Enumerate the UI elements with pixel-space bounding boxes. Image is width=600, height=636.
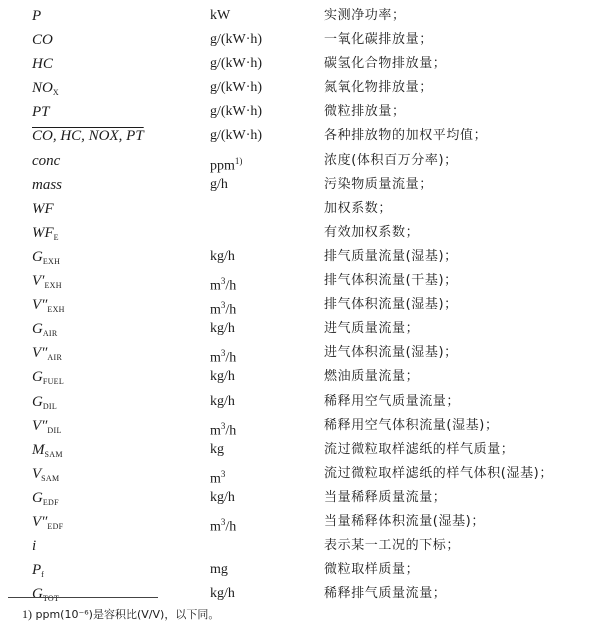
table-row: [0, 173, 600, 197]
description: 稀释用空气质量流量；: [324, 393, 461, 409]
description: 进气体积流量(湿基)；: [324, 345, 458, 361]
unit: $m^3/h$: [210, 348, 237, 366]
table-row: [0, 4, 600, 28]
table-row: [0, 269, 600, 293]
unit: $m^3/h$: [210, 276, 237, 294]
description: 当量稀释质量流量；: [324, 489, 447, 505]
description: 流过微粒取样滤纸的样气质量；: [324, 441, 515, 457]
description: 微粒取样质量；: [324, 562, 420, 578]
description: 一氧化碳排放量；: [324, 32, 433, 48]
footnote: [22, 606, 219, 622]
symbol: $V_{SAM}$: [32, 465, 60, 483]
description: 微粒排放量；: [324, 104, 406, 120]
symbol: $G_{DIL}$: [32, 393, 58, 411]
symbol: $V''_{EDF}$: [32, 513, 64, 531]
unit: $m^3/h$: [210, 516, 237, 535]
unit: kg/h: [210, 369, 235, 385]
unit: kg/h: [210, 393, 235, 409]
symbol: $V''_{AIR}$: [32, 345, 63, 363]
description: 浓度(体积百万分率)；: [324, 152, 458, 168]
unit: kg/h: [210, 586, 235, 602]
table-row: [0, 438, 600, 462]
unit: kg/h: [210, 321, 235, 337]
symbol: mass: [32, 176, 63, 193]
unit: $m^3$: [210, 468, 226, 487]
description: 表示某一工况的下标；: [324, 538, 461, 554]
unit: kW: [210, 8, 231, 23]
table-row: [0, 365, 600, 389]
symbol: $G_{FUEL}$: [32, 369, 65, 387]
unit: g/(kW·h): [210, 56, 263, 72]
unit: $m^3/h$: [210, 300, 237, 318]
table-row: [0, 149, 600, 173]
symbol: $G_{EDF}$: [32, 489, 59, 507]
unit: g/(kW·h): [210, 128, 263, 144]
footnote-divider: [8, 597, 158, 598]
symbol: HC: [32, 56, 53, 73]
description: 实测净功率；: [324, 8, 406, 23]
symbol: CO: [32, 32, 53, 49]
unit: g/(kW·h): [210, 104, 263, 120]
table-row: [0, 582, 600, 606]
table-row: [0, 390, 600, 414]
description: 稀释用空气体积流量(湿基)；: [324, 417, 499, 433]
symbol: conc: [32, 152, 61, 169]
table-row: [0, 100, 600, 124]
unit: kg/h: [210, 489, 235, 505]
symbol-table: [0, 4, 600, 606]
description: 碳氢化合物排放量；: [324, 56, 447, 72]
unit: g/h: [210, 176, 228, 192]
table-row: [0, 124, 600, 148]
description: 燃油质量流量；: [324, 369, 420, 385]
symbol: $V'_{EXH}$: [32, 273, 62, 291]
unit: kg: [210, 441, 224, 457]
table-row: [0, 486, 600, 510]
table-row: [0, 414, 600, 438]
symbol: $M_{SAM}$: [32, 441, 63, 459]
unit: $m^3/h$: [210, 420, 237, 439]
description: 流过微粒取样滤纸的样气体积(湿基)；: [324, 465, 553, 481]
footnote-marker: 1): [22, 607, 32, 621]
symbol: $P_f$: [32, 562, 45, 580]
table-row: [0, 245, 600, 269]
table-row: [0, 462, 600, 486]
symbol: $WF_E$: [32, 224, 59, 242]
description: 稀释排气质量流量；: [324, 586, 447, 602]
symbol: WF: [32, 200, 54, 217]
table-row: [0, 197, 600, 221]
symbol: $NO_X$: [32, 80, 59, 98]
table-row: [0, 317, 600, 341]
table-row: [0, 558, 600, 582]
footnote-text: ppm(10⁻⁶)是容积比(V/V)，以下同。: [35, 608, 220, 621]
symbol: $G_{TOT}$: [32, 586, 60, 604]
symbol-weighted-averages: CO, HC, NOX, PT: [32, 128, 144, 145]
symbol: P: [32, 8, 42, 24]
unit: ppm$^{1)}$: [210, 155, 243, 174]
description: 有效加权系数；: [324, 224, 420, 240]
symbol: $V''_{EXH}$: [32, 297, 65, 315]
symbol: PT: [32, 104, 50, 121]
symbol: $V''_{DIL}$: [32, 417, 62, 435]
unit: g/(kW·h): [210, 32, 263, 48]
unit: kg/h: [210, 248, 235, 264]
unit: g/(kW·h): [210, 80, 263, 96]
description: 排气体积流量(湿基)；: [324, 297, 458, 313]
symbol: $G_{AIR}$: [32, 321, 58, 339]
unit: mg: [210, 562, 228, 578]
footnote-marker: 1): [234, 155, 243, 166]
symbol: i: [32, 538, 37, 555]
description: 进气质量流量；: [324, 321, 420, 337]
table-row: [0, 341, 600, 365]
table-row: [0, 510, 600, 534]
description: 排气体积流量(干基)；: [324, 273, 458, 289]
table-row: [0, 28, 600, 52]
description: 排气质量流量(湿基)；: [324, 248, 458, 264]
description: 各种排放物的加权平均值；: [324, 128, 488, 144]
table-row: [0, 293, 600, 317]
description: 氮氧化物排放量；: [324, 80, 433, 96]
table-row: [0, 52, 600, 76]
table-row: [0, 221, 600, 245]
description: 加权系数；: [324, 200, 393, 216]
description: 污染物质量流量；: [324, 176, 433, 192]
symbol: $G_{EXH}$: [32, 248, 61, 266]
table-row: [0, 76, 600, 100]
table-row: [0, 534, 600, 558]
description: 当量稀释体积流量(湿基)；: [324, 513, 485, 529]
